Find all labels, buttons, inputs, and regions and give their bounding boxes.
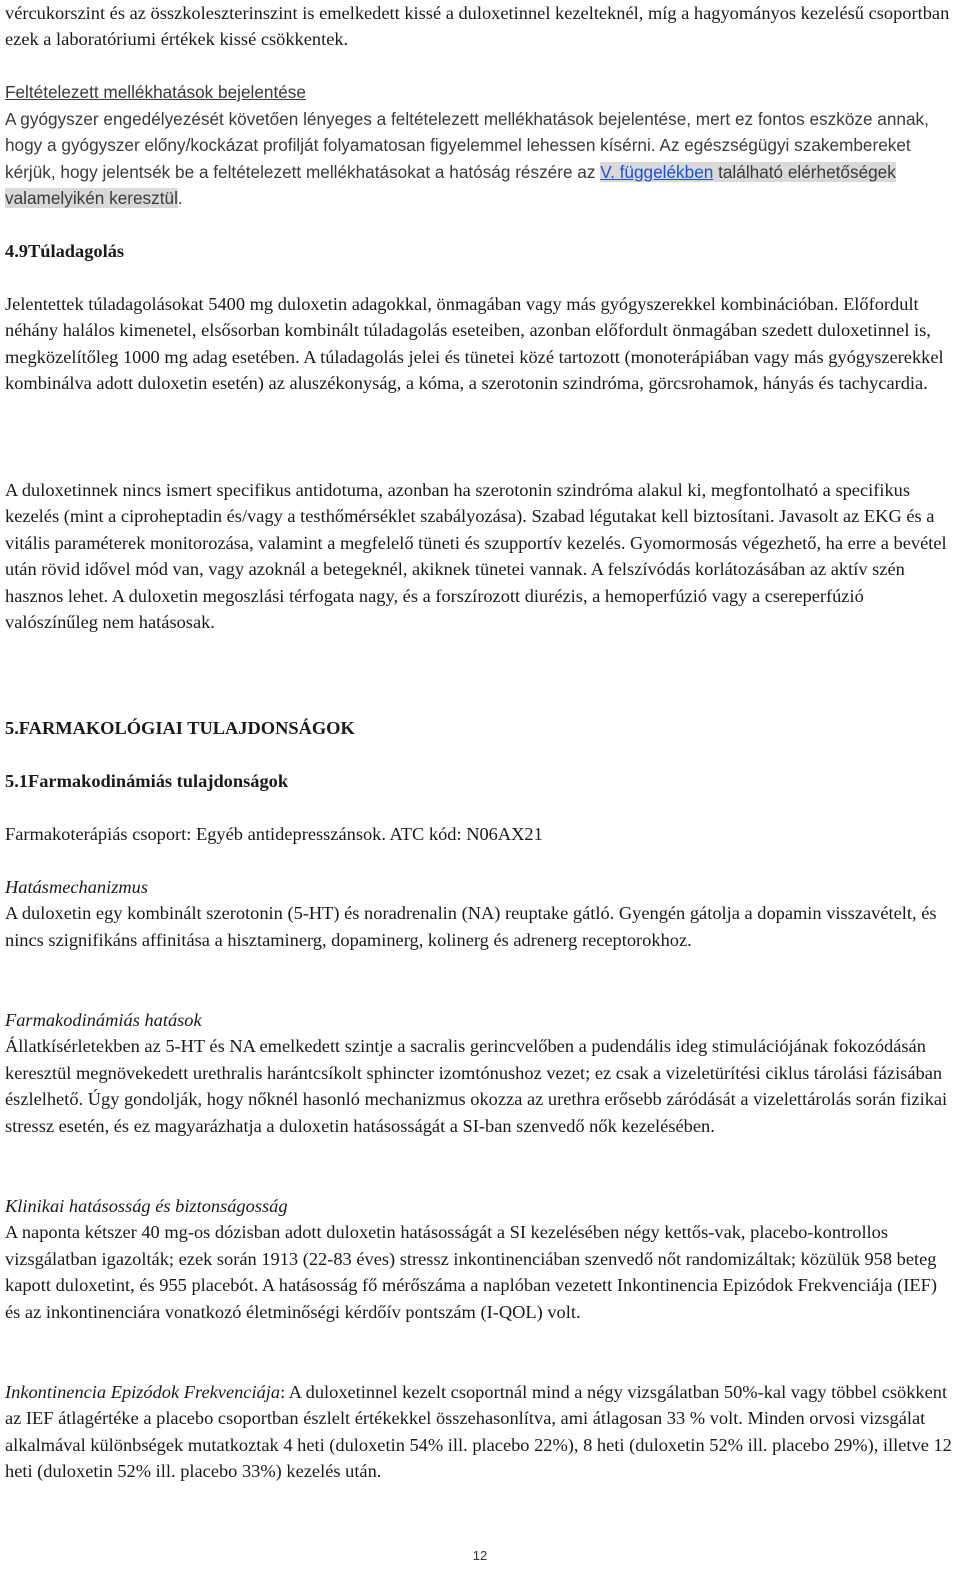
section-title: Farmakodinámiás tulajdonságok bbox=[28, 771, 289, 791]
section-5-heading bbox=[5, 715, 955, 741]
page-number: 12 bbox=[472, 1548, 488, 1563]
paragraph-overdose-2 bbox=[5, 477, 955, 635]
subheading: Hatásmechanizmus bbox=[5, 877, 149, 897]
section-title: Túladagolás bbox=[28, 241, 125, 261]
appendix-v-link[interactable]: V. függelékben bbox=[600, 161, 714, 182]
paragraph-text: : A duloxetinnel kezelt csoportnál mind a négy vizsgálatban 50%-kal vagy többel csökkent az IEF átlagértéke a placebo csoportban észlelt értékekkel összehasonlítva, ami átlagosan 33 % volt. Minden orvosi vizsgálat alkalmával különbségek mutatkoztak 4 heti (duloxetin 54% ill. placebo 22%), 8 heti (duloxetin 52% ill. placebo 29%), illetve 12 heti (duloxetin 52% ill. placebo 33%) kezelés után. bbox=[5, 1382, 952, 1482]
section-number: 4.9 bbox=[5, 241, 28, 261]
heading-text: Feltételezett mellékhatások bejelentése bbox=[5, 82, 306, 102]
subheading: Farmakodinámiás hatások bbox=[5, 1010, 202, 1030]
paragraph-adverse-reporting bbox=[5, 106, 955, 212]
highlighted-text: található elérhetőségek valamelyikén keresztül bbox=[5, 161, 896, 209]
section-5-1-heading bbox=[5, 768, 955, 794]
paragraph-text: vércukorszint és az összkoleszterinszint is emelkedett kissé a duloxetinnel kezelteknél, míg a hagyományos kezelésű csoportban ezek a laboratóriumi értékek kissé csökkentek. bbox=[5, 3, 950, 50]
sentence-end: . bbox=[177, 188, 183, 209]
paragraph-overdose-1 bbox=[5, 291, 955, 397]
section-number: 5. bbox=[5, 718, 19, 738]
paragraph-text: Jelentettek túladagolásokat 5400 mg duloxetin adagokkal, önmagában vagy más gyógyszerekkel kombinációban. Előfordult néhány halálos kimenetel, elsősorban kombinált túladagolás eseteiben, azonban előfordult önmagában szedett duloxetinnel is, megközelítőleg 1000 mg adag esetében. A túladagolás jelei és tünetei közé tartozott (monoterápiában vagy más gyógyszerekkel kombinálva adott duloxetin esetén) az aluszékonyság, a kóma, a szerotonin szindróma, görcsrohamok, hányás és tachycardia. bbox=[5, 294, 944, 394]
section-title: FARMAKOLÓGIAI TULAJDONSÁGOK bbox=[18, 718, 355, 738]
paragraph-text-2: Az egészségügyi szakembereket kérjük, hogy jelentsék be a feltételezett mellékhatásokat a hatóság részére az bbox=[5, 135, 911, 182]
section-number: 5.1 bbox=[5, 771, 28, 791]
section-adverse-reporting-heading bbox=[5, 79, 955, 105]
inline-term: Inkontinencia Epizódok Frekvenciája bbox=[5, 1382, 281, 1402]
subsection-pharmacodynamic-effects bbox=[5, 1007, 955, 1139]
paragraph-pharmacotherapeutic-group bbox=[5, 821, 955, 847]
paragraph-text: A duloxetinnek nincs ismert specifikus antidotuma, azonban ha szerotonin szindróma alakul ki, megfontolható a specifikus kezelés (mint a ciproheptadin és/vagy a testhőmérséklet szabályozása). Szabad légutakat kell biztosítani. Javasolt az EKG és a vitális paraméterek monitorozása, valamint a megfelelő tüneti és szupportív kezelés. Gyomormosás végezhető, ha erre a bevétel után rövid idővel mód van, vagy azoknál a betegeknél, akiknek tünetei vannak. A felszívódás korlátozásában az aktív szén hasznos lehet. A duloxetin megoszlási térfogata nagy, és a forszírozott diurézis, a hemoperfúzió vagy a csereperfúzió valószínűleg nem hatásosak. bbox=[5, 480, 947, 633]
paragraph-text: A duloxetin egy kombinált szerotonin (5-HT) és noradrenalin (NA) reuptake gátló. Gyengén gátolja a dopamin visszavételt, és nincs szignifikáns affinitása a hisztaminerg, dopaminerg, kolinerg és adrenerg receptorokhoz. bbox=[5, 903, 937, 950]
subsection-mechanism bbox=[5, 874, 955, 953]
section-4-9-heading bbox=[5, 238, 955, 264]
paragraph-text: A naponta kétszer 40 mg-os dózisban adott duloxetin hatásosságát a SI kezelésében négy kettős-vak, placebo-kontrollos vizsgálatban igazolták; ezek során 1913 (22-83 éves) stressz inkontinenciában szenvedő nőt randomizáltak; közülük 958 beteg kapott duloxetint, és 955 placebót. A hatásosság fő mérőszáma a naplóban vezetett Inkontinencia Epizódok Frekvenciája (IEF) és az inkontinenciára vonatkozó életminőségi kérdőív pontszám (I-QOL) volt. bbox=[5, 1222, 938, 1322]
paragraph-incontinence-frequency bbox=[5, 1379, 955, 1485]
paragraph-text: A gyógyszer engedélyezését követően lényeges a feltételezett mellékhatások bejelentése, mert ez fontos eszköze annak, hogy a gyógyszer előny/kockázat profilját folyamatosan figyelemmel lehessen kísérni. bbox=[5, 109, 929, 156]
paragraph-text: Farmakoterápiás csoport: Egyéb antidepresszánsok. ATC kód: N06AX21 bbox=[5, 824, 543, 844]
paragraph-text: Állatkísérletekben az 5-HT és NA emelkedett szintje a sacralis gerincvelőben a pudendális ideg stimulációjának fokozódásán keresztül megnövekedett urethralis harántcsíkolt sphincter izomtónushoz vezet; ez csak a vizeletürítési ciklus tárolási fázisában észlelhető. Úgy gondolják, hogy nőknél hasonló mechanizmus okozza az urethra erősebb záródását a vizelettárolás során fizikai stressz esetén, és ez magyarázhatja a duloxetin hatásosságát a SI-ban szenvedő nők kezelésében. bbox=[5, 1036, 948, 1136]
paragraph-lab-values bbox=[5, 0, 955, 53]
subheading: Klinikai hatásosság és biztonságosság bbox=[5, 1196, 288, 1216]
subsection-clinical-efficacy bbox=[5, 1193, 955, 1325]
